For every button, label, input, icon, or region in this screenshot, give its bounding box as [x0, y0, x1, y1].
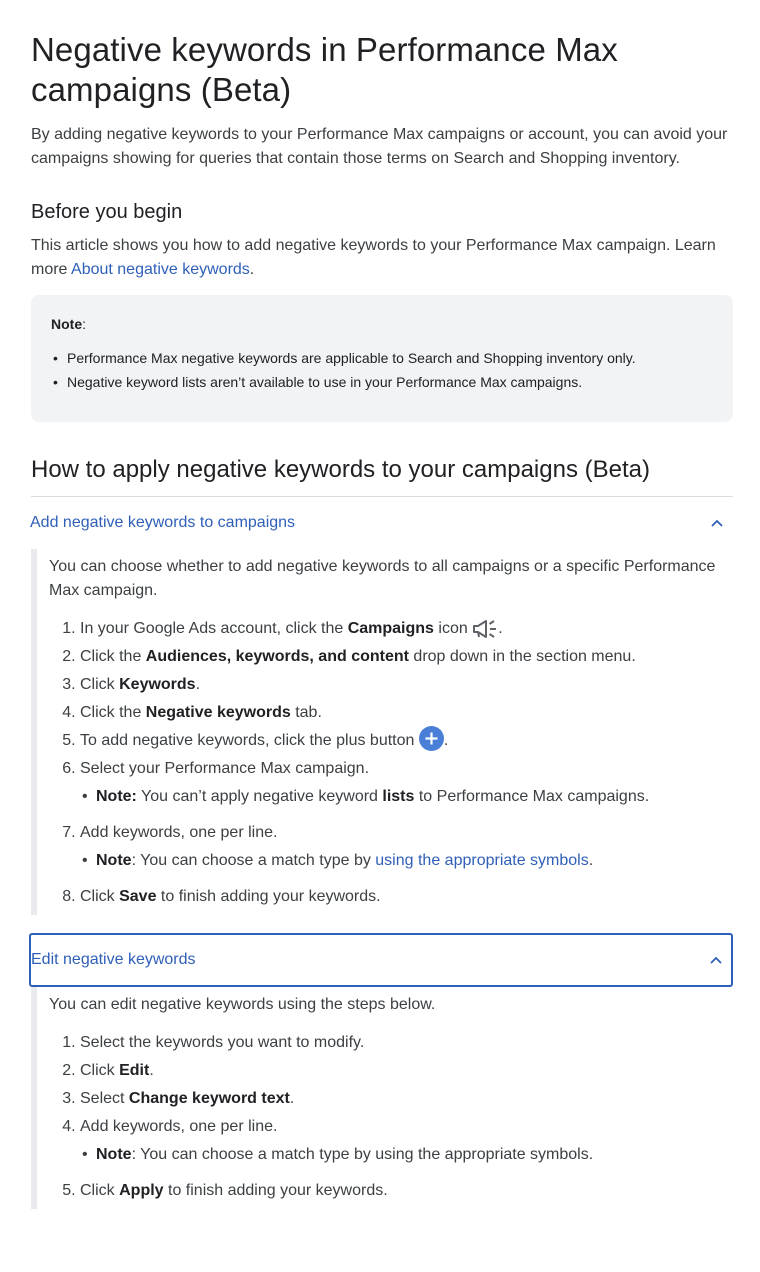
step-item	[80, 671, 733, 699]
note-bold: Note	[96, 852, 132, 869]
note-label: Note	[51, 316, 83, 332]
step-bold: Apply	[119, 1182, 164, 1199]
before-text-end: .	[249, 261, 255, 278]
accordion-body-add	[31, 549, 733, 915]
note-text: .	[588, 852, 594, 869]
chevron-up-icon	[710, 516, 724, 530]
sub-list	[80, 847, 733, 875]
step-item	[80, 699, 733, 727]
accordion-body-edit	[31, 987, 733, 1209]
plus-circle-icon	[419, 726, 444, 751]
about-negative-keywords-link[interactable]: About negative keywords	[71, 261, 250, 278]
step-item	[80, 1177, 733, 1205]
sub-list	[80, 1141, 733, 1169]
step-text: Add keywords, one per line.	[80, 1118, 278, 1135]
note-item: • Negative keyword lists aren’t available to use in your Performance Max campaigns.	[51, 370, 713, 394]
step-item	[80, 819, 733, 875]
step-text: .	[289, 1090, 295, 1107]
step-bold: Audiences, keywords, and content	[145, 648, 409, 665]
step-item	[80, 615, 733, 643]
step-text: Click	[80, 1062, 120, 1079]
how-to-apply-heading: How to apply negative keywords to your campaigns (Beta)	[31, 454, 733, 497]
step-text: to finish adding your keywords.	[156, 888, 381, 905]
megaphone-icon	[472, 619, 498, 639]
note-title	[51, 314, 713, 334]
step-text: to finish adding your keywords.	[163, 1182, 388, 1199]
step-bold: Change keyword text	[128, 1090, 290, 1107]
accordion-edit-negative-keywords[interactable]	[29, 933, 733, 987]
step-item	[80, 755, 733, 811]
step-text: .	[149, 1062, 154, 1079]
note-colon: :	[82, 316, 87, 332]
note-text: : You can choose a match type by using the appropriate symbols.	[131, 1146, 594, 1163]
step-text: Click the	[80, 704, 146, 721]
step-text: tab.	[290, 704, 322, 721]
step-text: Click	[80, 676, 120, 693]
step-text: .	[443, 732, 449, 749]
step-text: Click the	[80, 648, 146, 665]
step-item	[80, 1085, 733, 1113]
step-text: Click	[80, 1182, 120, 1199]
step-item	[80, 1057, 733, 1085]
steps-list	[49, 615, 733, 911]
intro-paragraph: By adding negative keywords to your Performance Max campaigns or account, you can avoid your campaigns showing for queries that contain those terms on Search and Shopping inventory.	[31, 126, 728, 167]
match-type-symbols-link[interactable]: using the appropriate symbols	[375, 852, 589, 869]
step-item	[80, 883, 733, 911]
step-item: 1. Select the keywords you want to modify.	[80, 1029, 733, 1057]
note-text: You can’t apply negative keyword	[136, 788, 383, 805]
step-text: drop down in the section menu.	[408, 648, 636, 665]
step-item	[80, 643, 733, 671]
note-list	[51, 346, 713, 394]
step-bold: Keywords	[119, 676, 196, 693]
sub-list	[80, 783, 733, 811]
note-box	[31, 295, 733, 422]
note-item: • Performance Max negative keywords are applicable to Search and Shopping inventory only.	[51, 346, 713, 370]
chevron-up-icon	[709, 953, 723, 967]
sub-note	[96, 847, 733, 875]
note-bold: Note	[96, 1146, 132, 1163]
step-text: Select	[80, 1090, 129, 1107]
step-item	[80, 727, 733, 755]
before-you-begin-heading: Before you begin	[31, 201, 183, 223]
before-text-body: This article shows you how to add negative keywords to your Performance Max campaign. Learn more	[31, 237, 716, 278]
steps-list	[49, 1029, 733, 1205]
accordion-intro: You can edit negative keywords using the steps below.	[49, 996, 436, 1013]
step-item	[80, 1113, 733, 1169]
step-bold: Negative keywords	[145, 704, 291, 721]
note-bold: Note:	[96, 788, 137, 805]
before-you-begin-text	[31, 234, 732, 282]
step-text: Click	[80, 888, 120, 905]
step-text: Add keywords, one per line.	[80, 824, 278, 841]
note-bold: lists	[382, 788, 415, 805]
accordion-title: Add negative keywords to campaigns	[30, 514, 296, 531]
step-text: .	[498, 620, 503, 637]
step-text: To add negative keywords, click the plus button	[80, 732, 419, 749]
step-text: .	[195, 676, 201, 693]
step-bold: Campaigns	[347, 620, 434, 637]
accordion-intro: You can choose whether to add negative keywords to all campaigns or a specific Performance Max campaign.	[49, 558, 716, 599]
step-text: Select your Performance Max campaign.	[80, 760, 370, 777]
accordion-title: Edit negative keywords	[31, 951, 196, 968]
sub-note	[96, 1141, 733, 1169]
step-text: In your Google Ads account, click the	[80, 620, 348, 637]
note-text: : You can choose a match type by	[131, 852, 376, 869]
note-text: to Performance Max campaigns.	[414, 788, 650, 805]
step-text: icon	[433, 620, 468, 637]
page-title: Negative keywords in Performance Max campaigns (Beta)	[31, 31, 618, 108]
step-bold: Edit	[119, 1062, 150, 1079]
sub-note	[96, 783, 733, 811]
step-bold: Save	[119, 888, 157, 905]
accordion-add-negative-keywords[interactable]	[30, 497, 732, 549]
